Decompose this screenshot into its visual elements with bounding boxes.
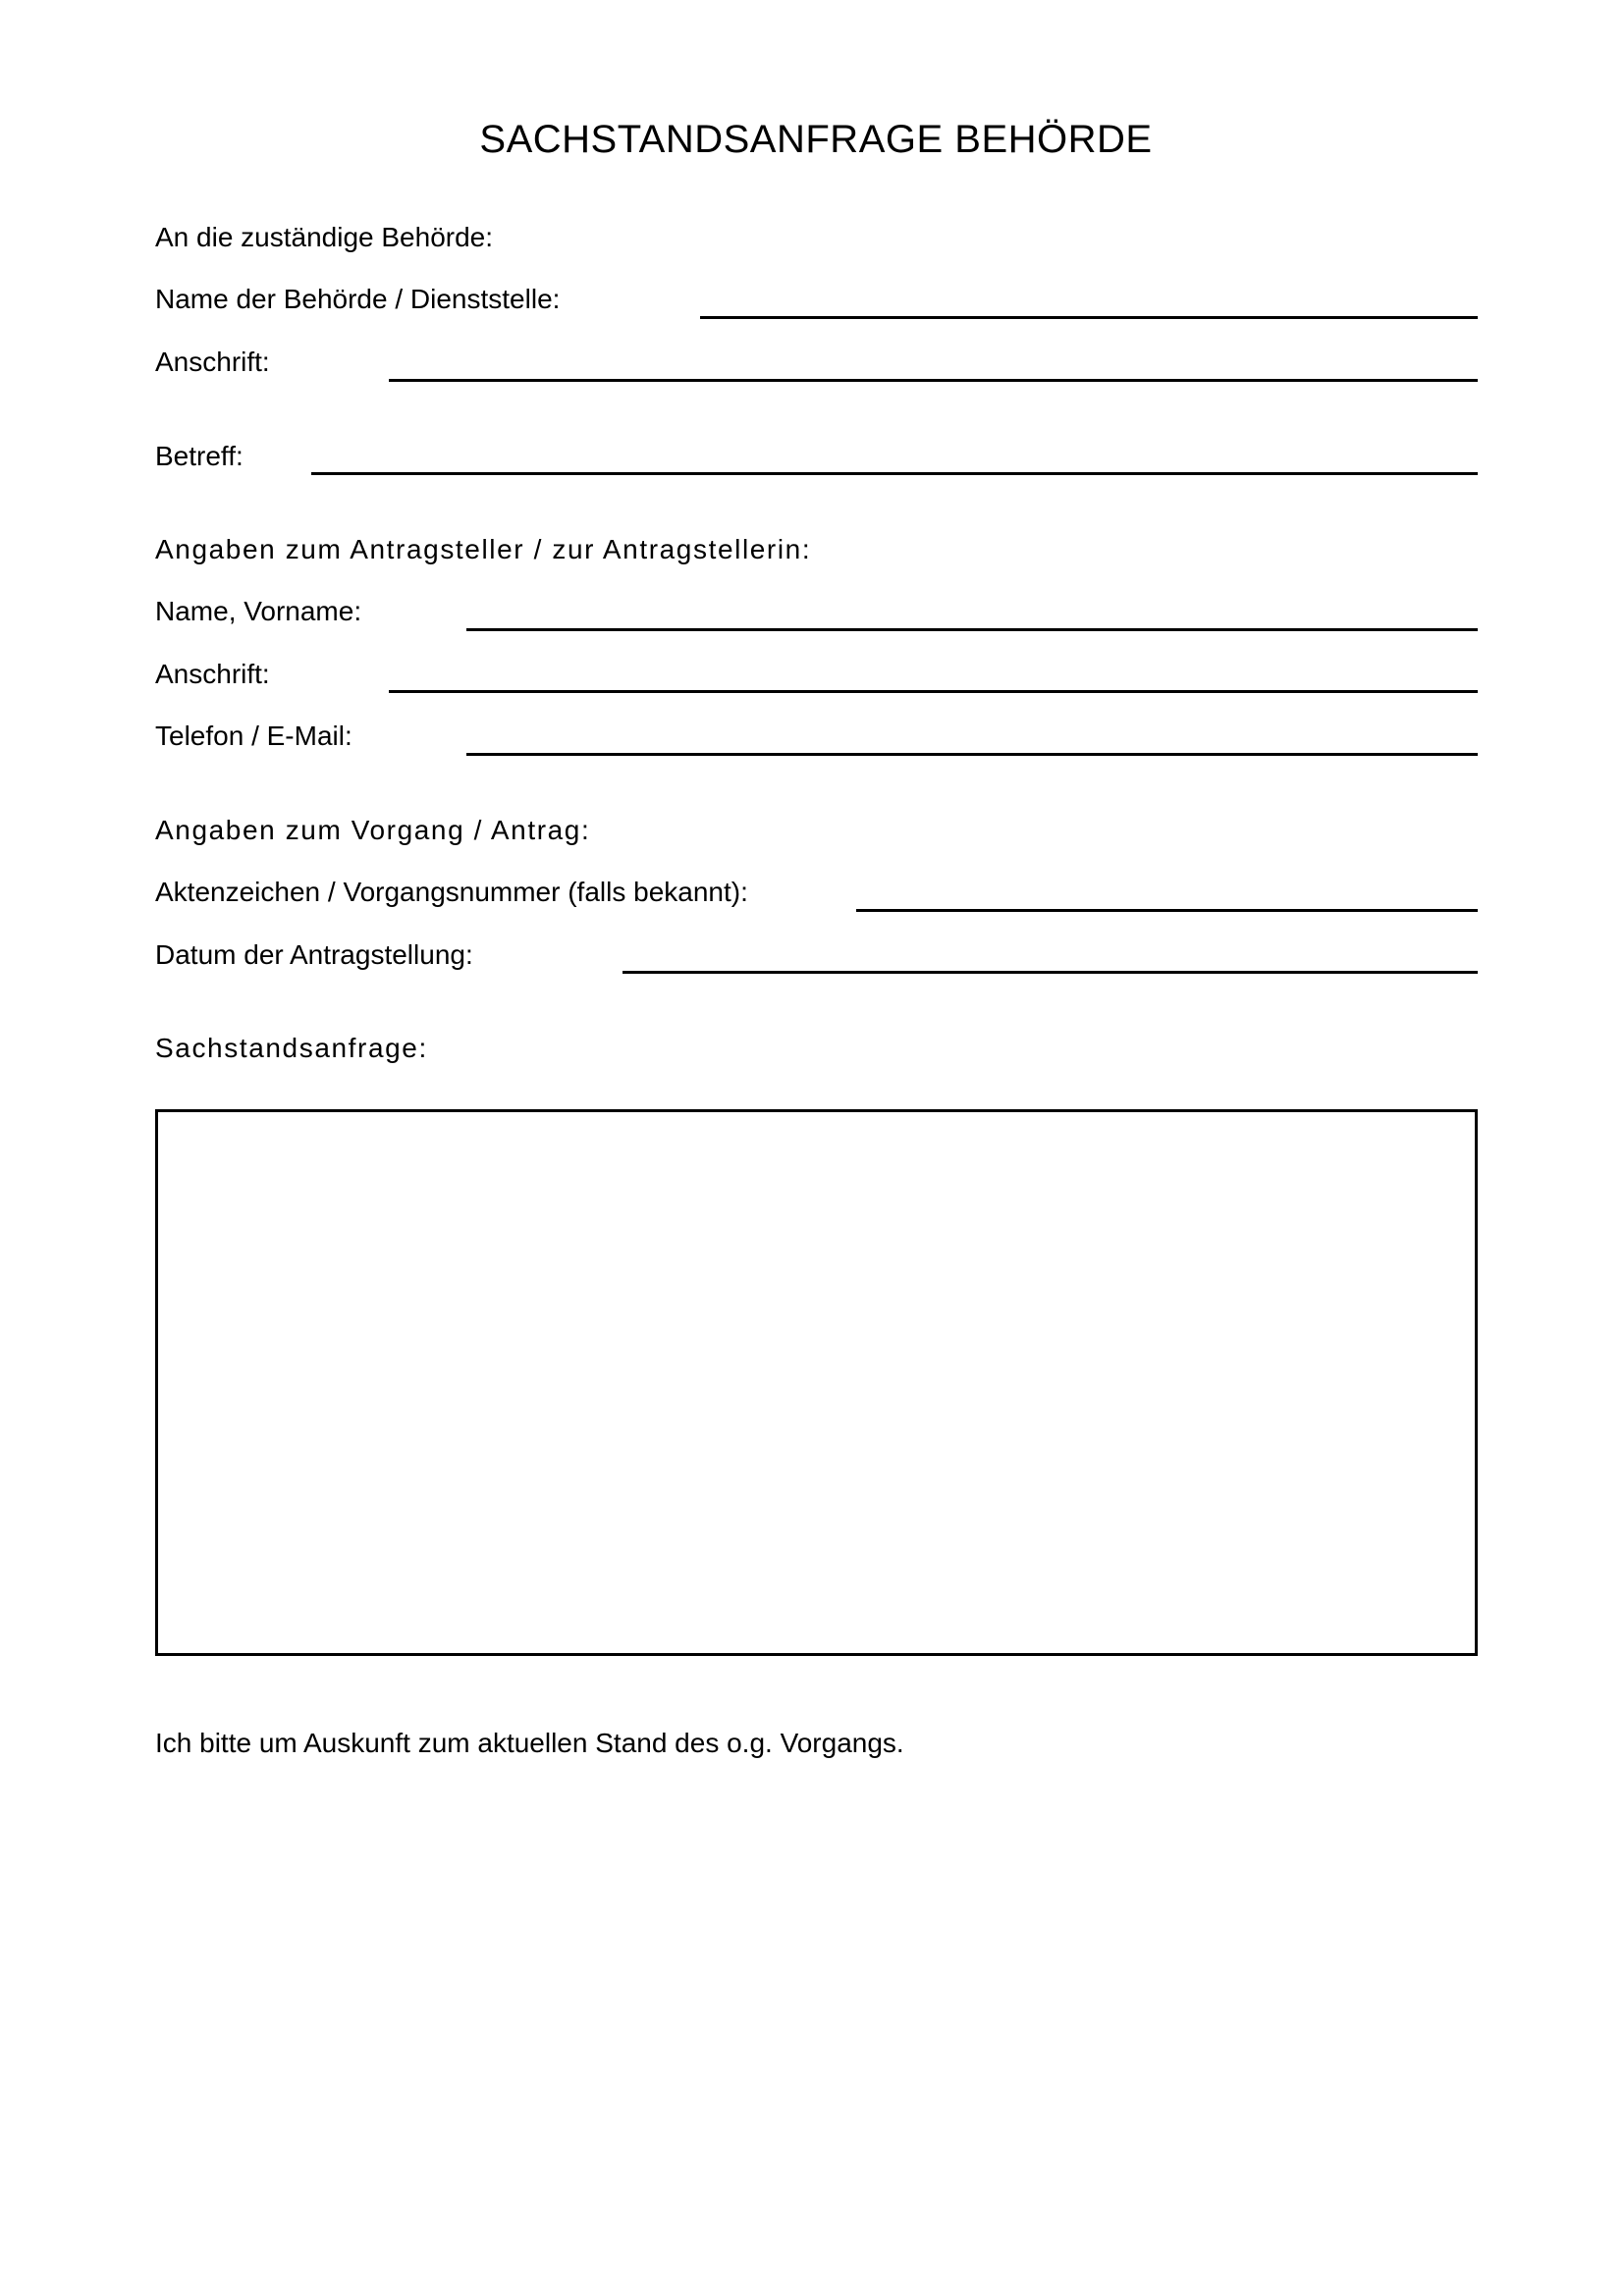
inquiry-heading: Sachstandsanfrage:	[155, 1033, 428, 1063]
file-number-field[interactable]	[856, 909, 1478, 912]
authority-name-field[interactable]	[700, 316, 1478, 319]
applicant-name-field[interactable]	[466, 628, 1478, 631]
application-date-field[interactable]	[623, 971, 1478, 974]
authority-name-label: Name der Behörde / Dienststelle:	[155, 284, 561, 314]
authority-address-label: Anschrift:	[155, 347, 270, 377]
authority-address-field[interactable]	[389, 379, 1478, 382]
applicant-contact-field[interactable]	[466, 753, 1478, 756]
applicant-address-label: Anschrift:	[155, 659, 270, 689]
file-number-label: Aktenzeichen / Vorgangsnummer (falls bekannt):	[155, 877, 748, 907]
inquiry-textarea[interactable]	[155, 1109, 1478, 1656]
applicant-address-field[interactable]	[389, 690, 1478, 693]
page-title: SACHSTANDSANFRAGE BEHÖRDE	[479, 118, 1153, 161]
recipient-heading: An die zuständige Behörde:	[155, 222, 494, 252]
applicant-name-label: Name, Vorname:	[155, 596, 362, 626]
applicant-heading: Angaben zum Antragsteller / zur Antragstellerin:	[155, 534, 812, 564]
subject-field[interactable]	[311, 472, 1478, 475]
closing-text: Ich bitte um Auskunft zum aktuellen Stand des o.g. Vorgangs.	[155, 1728, 904, 1758]
applicant-contact-label: Telefon / E-Mail:	[155, 721, 352, 751]
procedure-heading: Angaben zum Vorgang / Antrag:	[155, 815, 591, 845]
application-date-label: Datum der Antragstellung:	[155, 939, 473, 970]
subject-label: Betreff:	[155, 441, 244, 471]
